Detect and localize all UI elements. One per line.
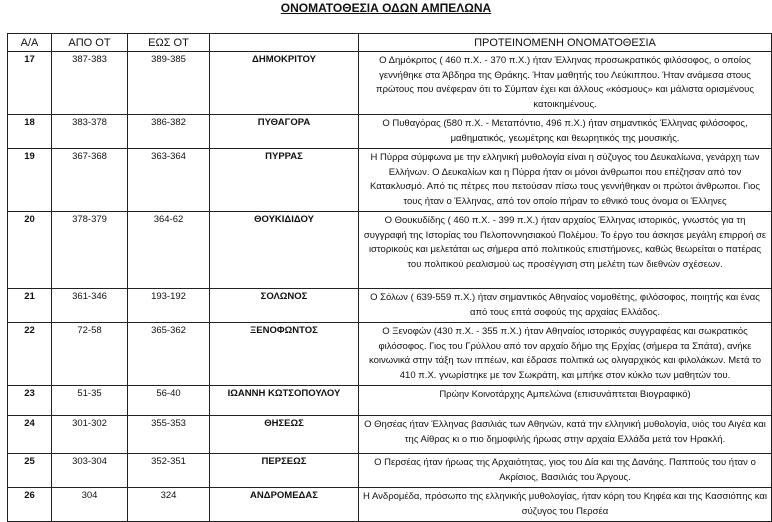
table-row [8, 149, 772, 212]
row-description: Ο Θησέας ήταν Έλληνας βασιλιάς των Αθηνών, κατά την ελληνική μυθολογία, υιός του Αιγέα και της Αίθρας κι ο πιο δημοφιλής ήρωας στην αρχαία Ελλάδα μετά τον Ηρακλή. [359, 416, 772, 454]
row-description: Ο Περσέας ήταν ήρωας της Αρχαιότητας, γιος του Δία και της Δανάης. Παππούς του ήταν ο Ακρίσιος, Βασιλιάς του Άργους. [359, 454, 772, 488]
row-description: Η Ανδρομέδα, πρόσωπο της ελληνικής μυθολογίας, ήταν κόρη του Κηφέα και της Κασσιόπης και σύζυγος του Περσέα [359, 488, 772, 522]
row-to: 365-362 [128, 323, 210, 386]
row-description: Ο Πυθαγόρας (580 π.Χ. - Μεταπόντιο, 496 π.Χ.) ήταν σημαντικός Έλληνας φιλόσοφος, μαθηματικός, γεωμέτρης και θεωρητικός της μουσικής. [359, 115, 772, 149]
row-from: 51-35 [52, 386, 128, 416]
row-aa: 18 [8, 115, 52, 149]
row-from: 301-302 [52, 416, 128, 454]
row-description: Ο Δημόκριτος ( 460 π.Χ. - 370 π.Χ.) ήταν Έλληνας προσωκρατικός φιλόσοφος, ο οποίος γεννήθηκε στα Άβδηρα της Θράκης. Ήταν μαθητής του Λεύκιππου. Ήταν ανάμεσα στους πρώτους που ανέφεραν ότι το Σύμπαν έχει και άλλους «κόσμους» και μάλιστα ορισμένους κατοικημένους. [359, 52, 772, 115]
row-from: 387-383 [52, 52, 128, 115]
row-street-name: ΞΕΝΟΦΩΝΤΟΣ [210, 323, 359, 386]
row-to: 355-353 [128, 416, 210, 454]
row-street-name: ΣΟΛΩΝΟΣ [210, 289, 359, 323]
row-street-name: ΠΕΡΣΕΩΣ [210, 454, 359, 488]
row-street-name: ΠΥΡΡΑΣ [210, 149, 359, 212]
header-proposal: ΠΡΟΤΕΙΝΟΜΕΝΗ ΟΝΟΜΑΤΟΘΕΣΙΑ [359, 34, 772, 52]
row-street-name: ΘΟΥΚΙΔΙΔΟΥ [210, 212, 359, 289]
row-description: Πρώην Κοινοτάρχης Αμπελώνα (επισυνάπτεται Βιογραφικό) [359, 386, 772, 416]
table-row [8, 115, 772, 149]
row-to: 386-382 [128, 115, 210, 149]
row-aa: 21 [8, 289, 52, 323]
header-to: ΕΩΣ ΟΤ [128, 34, 210, 52]
table-row [8, 289, 772, 323]
row-aa: 24 [8, 416, 52, 454]
row-street-name: ΠΥΘΑΓΟΡΑ [210, 115, 359, 149]
row-description: Ο Θουκυδίδης ( 460 π.Χ. - 399 π.Χ.) ήταν αρχαίος Έλληνας ιστορικός, γνωστός για τη συγγραφή της Ιστορίας του Πελοποννησιακού Πολέμου. Το έργο του άσκησε μεγάλη επιρροή σε ιστορικούς και μελετάται ως σήμερα από πολιτικούς επιστήμονες, καθώς θεωρείται ο πατέρας του πολιτικού ρεαλισμού ως προσέγγιση στη μελέτη των διεθνών σχέσεων. [359, 212, 772, 289]
header-name [210, 34, 359, 52]
row-aa: 25 [8, 454, 52, 488]
row-to: 389-385 [128, 52, 210, 115]
row-to: 56-40 [128, 386, 210, 416]
row-aa: 22 [8, 323, 52, 386]
row-from: 72-58 [52, 323, 128, 386]
row-to: 324 [128, 488, 210, 522]
row-aa: 26 [8, 488, 52, 522]
row-from: 383-378 [52, 115, 128, 149]
table-row [8, 323, 772, 386]
header-from: ΑΠΟ ΟΤ [52, 34, 128, 52]
row-street-name: ΔΗΜΟΚΡΙΤΟΥ [210, 52, 359, 115]
table-row [8, 416, 772, 454]
row-street-name: ΙΩΑΝΝΗ ΚΩΤΣΟΠΟΥΛΟΥ [210, 386, 359, 416]
row-to: 364-62 [128, 212, 210, 289]
row-description: Ο Ξενοφών (430 π.Χ. - 355 π.Χ.) ήταν Αθηναίος ιστορικός συγγραφέας και σωκρατικός φιλόσοφος. Γιος του Γρύλλου από τον αρχαίο δήμο της Ερχίας (σήμερα τα Σπάτα), ανήκε κοινωνικά στην τάξη των ιππέων, και έδρασε πολιτικά ως ολιγαρχικός και φιλολάκων. Μετά το 410 π.Χ. γνωρίστηκε με τον Σωκράτη, και μπήκε στον κύκλο των μαθητών του. [359, 323, 772, 386]
row-aa: 19 [8, 149, 52, 212]
row-from: 367-368 [52, 149, 128, 212]
row-street-name: ΘΗΣΕΩΣ [210, 416, 359, 454]
row-aa: 23 [8, 386, 52, 416]
row-description: Η Πύρρα σύμφωνα με την ελληνική μυθολογία είναι η σύζυγος του Δευκαλίωνα, γενάρχη των Ελλήνων. Ο Δευκαλίων και η Πύρρα ήταν οι μόνοι άνθρωποι που επέζησαν από τον Κατακλυσμό. Από τις πέτρες που πετούσαν πίσω τους γεννήθηκαν οι πρώτοι άνθρωποι. Γιος τους ήταν ο Έλληνας, από τον οποίο πήραν το εθνικό τους όνομα οι Έλληνες [359, 149, 772, 212]
header-aa: Α/Α [8, 34, 52, 52]
row-aa: 17 [8, 52, 52, 115]
table-row [8, 488, 772, 522]
row-from: 303-304 [52, 454, 128, 488]
row-description: Ο Σόλων ( 639-559 π.Χ.) ήταν σημαντικός Αθηναίος νομοθέτης, φιλόσοφος, ποιητής και ένας από τους επτά σοφούς της αρχαίας Ελλάδος. [359, 289, 772, 323]
row-from: 378-379 [52, 212, 128, 289]
table-row [8, 386, 772, 416]
table-row [8, 454, 772, 488]
street-naming-table [7, 33, 772, 522]
row-to: 352-351 [128, 454, 210, 488]
document-title-text: ΟΝΟΜΑΤΟΘΕΣΙΑ ΟΔΩΝ ΑΜΠΕΛΩΝΑ [280, 1, 492, 15]
row-to: 193-192 [128, 289, 210, 323]
table-header-row [8, 34, 772, 52]
table-row [8, 52, 772, 115]
row-from: 361-346 [52, 289, 128, 323]
document-title [0, 0, 772, 24]
table-row [8, 212, 772, 289]
row-from: 304 [52, 488, 128, 522]
row-aa: 20 [8, 212, 52, 289]
row-to: 363-364 [128, 149, 210, 212]
row-street-name: ΑΝΔΡΟΜΕΔΑΣ [210, 488, 359, 522]
